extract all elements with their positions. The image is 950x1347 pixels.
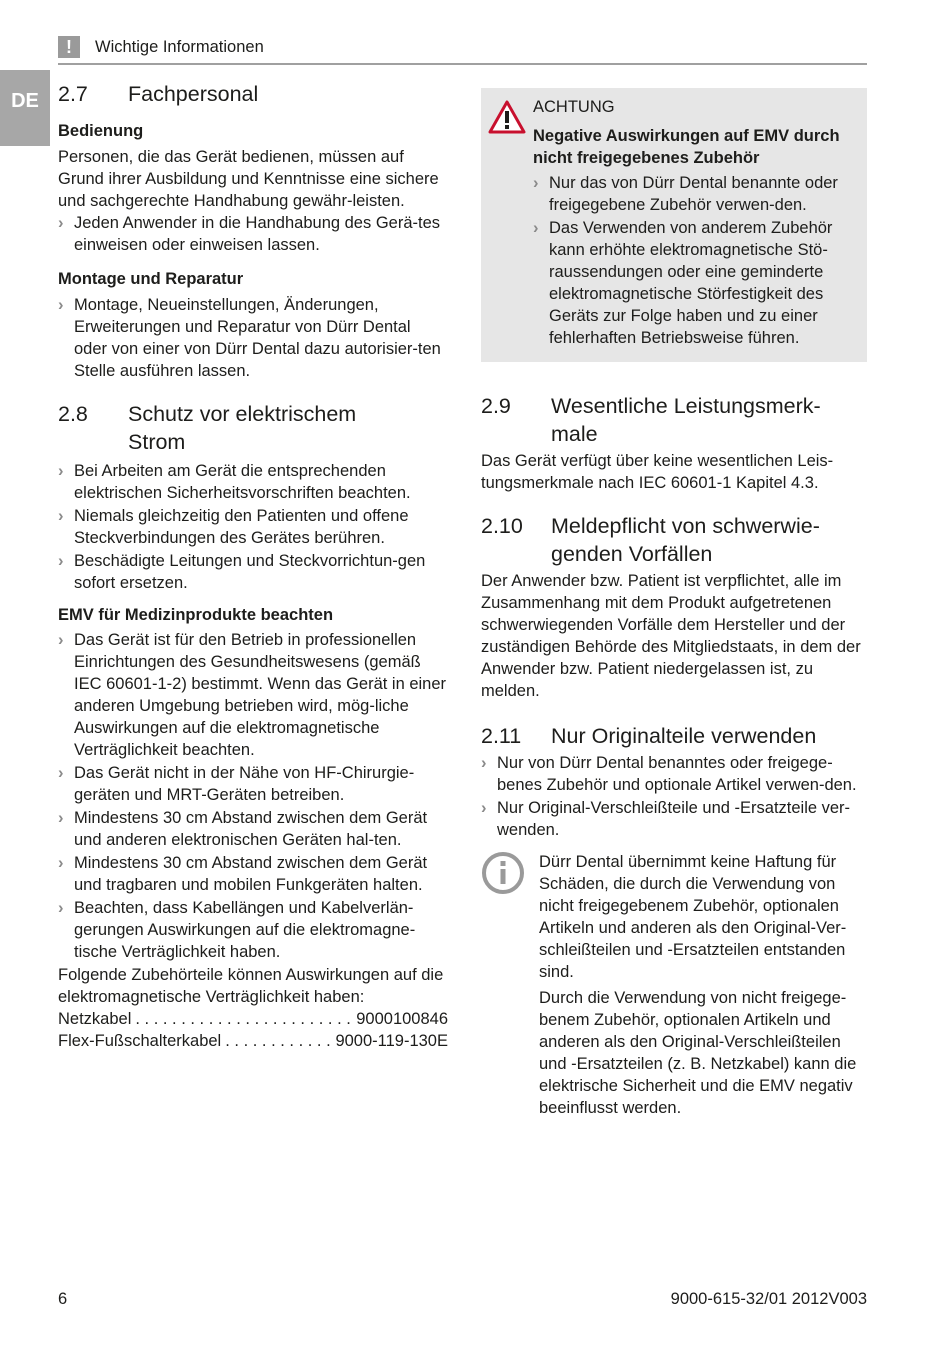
subheading-emv: EMV für Medizinprodukte beachten — [58, 606, 334, 624]
warning-label: ACHTUNG — [533, 98, 615, 116]
list-item: › Bei Arbeiten am Gerät die entsprechenden elektrischen Sicherheitsvorschriften beachten. — [58, 460, 448, 504]
list-item: › Nur von Dürr Dental benanntes oder freigege-benes Zubehör und optionale Artikel verwen-den. — [481, 752, 867, 796]
section-2-9-heading — [481, 392, 867, 448]
list-item: › Jeden Anwender in die Handhabung des Gerä-tes einweisen oder einweisen lassen. — [58, 212, 448, 256]
list-bedienung — [58, 212, 448, 256]
left-column — [58, 80, 448, 1052]
section-title-line-1: Wesentliche Leistungsmerk- — [551, 394, 821, 418]
section-2-8-heading — [58, 400, 448, 456]
important-icon: ! — [58, 36, 80, 58]
part-row — [58, 1008, 448, 1030]
part-label: Flex-Fußschalterkabel — [58, 1032, 222, 1050]
dot-leader — [225, 1030, 331, 1052]
info-paragraph: Durch die Verwendung von nicht freigege-benem Zubehör, optionalen Artikeln und anderen als den Original-Verschleißteilen und -Ersatzteilen (z. B. Netzkabel) kann die elektrische Sicherheit und die EMV negativ beeinflusst werden. — [539, 989, 857, 1117]
info-paragraph: Dürr Dental übernimmt keine Haftung für Schäden, die durch die Verwendung von nicht freigegebenem Zubehör, optionalen Artikeln und anderen als den Original-Ver-schleißteilen und -Ersatzteilen entstanden sind. — [539, 853, 847, 981]
section-2-11-heading — [481, 722, 867, 750]
section-title-line-1: Schutz vor elektrischem — [128, 402, 357, 426]
info-icon — [481, 851, 525, 895]
list-item: › Montage, Neueinstellungen, Änderungen, Erweiterungen und Reparatur von Dürr Dental oder von einer von Dürr Dental dazu autorisier-ten Stelle ausführen lassen. — [58, 294, 448, 382]
warning-heading: Negative Auswirkungen auf EMV durch nicht freigegebenes Zubehör — [533, 127, 840, 167]
part-label: Netzkabel — [58, 1010, 132, 1028]
document-number: 9000-615-32/01 2012V003 — [670, 1290, 867, 1308]
list-item: › Das Gerät nicht in der Nähe von HF-Chirurgie-geräten und MRT-Geräten betreiben. — [58, 762, 448, 806]
section-2-10-heading — [481, 512, 867, 568]
section-number: 2.8 — [58, 402, 88, 426]
list-item: › Nur Original-Verschleißteile und -Ersatzteile ver-wenden. — [481, 797, 867, 841]
section-title — [551, 392, 821, 448]
list-item: › Nur das von Dürr Dental benannte oder freigegebene Zubehör verwen-den. — [533, 172, 851, 216]
warning-triangle-icon — [488, 100, 526, 134]
list-item: › Beachten, dass Kabellängen und Kabelverlän-gerungen Auswirkungen auf die elektromagne-tische Verträglichkeit haben. — [58, 897, 448, 963]
section-title — [128, 400, 356, 456]
page-number: 6 — [58, 1290, 68, 1308]
language-tab: DE — [0, 70, 50, 146]
part-number: 9000100846 — [356, 1010, 448, 1028]
section-title-line-1: Meldepflicht von schwerwie- — [551, 514, 820, 538]
section-number: 2.11 — [481, 724, 522, 748]
list-item: › Mindestens 30 cm Abstand zwischen dem Gerät und tragbaren und mobilen Funkgeräten halten. — [58, 852, 448, 896]
section-title: Nur Originalteile verwenden — [551, 724, 817, 748]
part-number: 9000-119-130E — [335, 1032, 448, 1050]
paragraph-meldepflicht: Der Anwender bzw. Patient ist verpflichtet, alle im Zusammenhang mit dem Produkt aufgetretenen schwerwiegenden Vorfälle dem Hersteller und der zuständigen Behörde des Mitgliedstaats, in dem der Anwender bzw. Patient niedergelassen ist, zu melden. — [481, 572, 861, 700]
section-number: 2.7 — [58, 82, 88, 106]
section-title-line-2: genden Vorfällen — [551, 542, 713, 566]
subheading-montage: Montage und Reparatur — [58, 270, 244, 288]
list-item: › Das Verwenden von anderem Zubehör kann erhöhte elektromagnetische Stö-raussendungen oder eine geminderte elektromagnetische Störfestigkeit des Geräts zur Folge haben und zu einer fehlerhaften Betriebsweise führen. — [533, 217, 851, 349]
header-title: Wichtige Informationen — [95, 38, 264, 56]
warning-list — [533, 172, 851, 349]
dot-leader — [135, 1008, 352, 1030]
section-title-line-2: male — [551, 422, 598, 446]
section-number: 2.9 — [481, 394, 511, 418]
section-2-7-heading — [58, 80, 448, 108]
part-row — [58, 1030, 448, 1052]
list-originalteile — [481, 752, 867, 841]
header-divider — [58, 63, 867, 65]
subheading-bedienung: Bedienung — [58, 122, 144, 140]
right-column — [481, 88, 867, 1119]
section-title — [551, 512, 820, 568]
list-schutz — [58, 460, 448, 594]
section-number: 2.10 — [481, 514, 523, 538]
paragraph-zubehor: Folgende Zubehörteile können Auswirkungen auf die elektromagnetische Verträglichkeit haben: — [58, 966, 444, 1006]
list-item: › Das Gerät ist für den Betrieb in professionellen Einrichtungen des Gesundheitswesens (gemäß IEC 60601-1-2) bestimmt. Wenn das Gerät in einer anderen Umgebung betrieben wird, mög-liche Auswirkungen auf die elektromagnetische Verträglichkeit beachten. — [58, 629, 448, 761]
list-montage — [58, 294, 448, 382]
info-note — [481, 851, 867, 1119]
warning-box — [481, 88, 867, 362]
paragraph-leistungsmerkmale: Das Gerät verfügt über keine wesentlichen Leis-tungsmerkmale nach IEC 60601-1 Kapitel 4.3. — [481, 452, 834, 492]
list-item: › Niemals gleichzeitig den Patienten und offene Steckverbindungen des Gerätes berühren. — [58, 505, 448, 549]
section-title-line-2: Strom — [128, 430, 186, 454]
section-title: Fachpersonal — [128, 82, 259, 106]
list-item: › Mindestens 30 cm Abstand zwischen dem Gerät und anderen elektronischen Geräten hal-ten. — [58, 807, 448, 851]
list-item: › Beschädigte Leitungen und Steckvorrichtun-gen sofort ersetzen. — [58, 550, 448, 594]
list-emv — [58, 629, 448, 963]
paragraph-bedienung: Personen, die das Gerät bedienen, müssen auf Grund ihrer Ausbildung und Kenntnisse eine sichere und sachgerechte Handhabung gewähr-leisten. — [58, 148, 439, 210]
